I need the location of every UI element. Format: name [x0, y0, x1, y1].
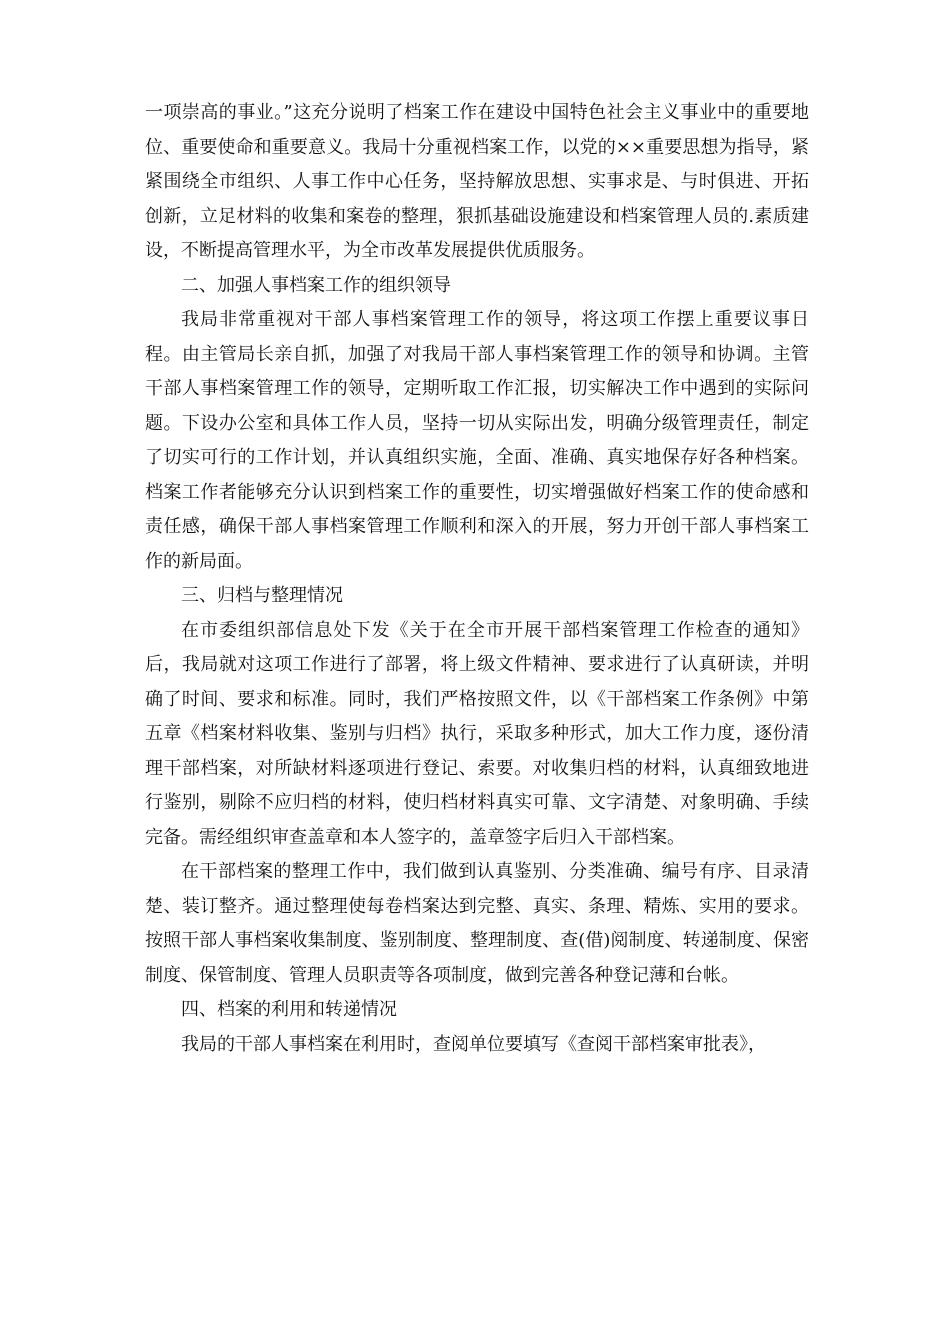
section-heading-4: 四、档案的利用和转递情况	[181, 999, 397, 1020]
section-heading-2: 二、加强人事档案工作的组织领导	[181, 274, 451, 296]
paragraph-continuation: 一项崇高的事业。”这充分说明了档案工作在建设中国特色社会主义事业中的重要地位、重要使命和重要意义。我局十分重视档案工作，以党的××重要思想为指导，紧紧围绕全市组织、人事工作中心任务，坚持解放思想、实事求是、与时俱进、开拓创新，立足材料的收集和案卷的整理，狠抓基础设施建设和档案管理人员的.素质建设，不断提高管理水平，为全市改革发展提供优质服务。	[145, 102, 809, 261]
paragraph-organizing: 在干部档案的整理工作中，我们做到认真鉴别、分类准确、编号有序、目录清楚、装订整齐。通过整理使每卷档案达到完整、真实、条理、精炼、实用的要求。按照干部人事档案收集制度、鉴别制度、整理制度、查(借)阅制度、转递制度、保密制度、保管制度、管理人员职责等各项制度，做到完善各种登记薄和台帐。	[145, 861, 809, 986]
paragraph-filing: 在市委组织部信息处下发《关于在全市开展干部档案管理工作检查的通知》后，我局就对这项工作进行了部署，将上级文件精神、要求进行了认真研读，并明确了时间、要求和标准。同时，我们严格按照文件，以《干部档案工作条例》中第五章《档案材料收集、鉴别与归档》执行，采取多种形式，加大工作力度，逐份清理干部档案，对所缺材料逐项进行登记、索要。对收集归档的材料，认真细致地进行鉴别，剔除不应归档的材料，使归档材料真实可靠、文字清楚、对象明确、手续完备。需经组织审查盖章和本人签字的，盖章签字后归入干部档案。	[145, 619, 809, 848]
document-body	[145, 96, 809, 1062]
paragraph-usage: 我局的干部人事档案在利用时，查阅单位要填写《查阅干部档案审批表》，	[181, 1033, 766, 1055]
paragraph-leadership: 我局非常重视对干部人事档案管理工作的领导，将这项工作摆上重要议事日程。由主管局长亲自抓，加强了对我局干部人事档案管理工作的领导和协调。主管干部人事档案管理工作的领导，定期听取工作汇报，切实解决工作中遇到的实际问题。下设办公室和具体工作人员，坚持一切从实际出发，明确分级管理责任，制定了切实可行的工作计划，并认真组织实施，全面、准确、真实地保存好各种档案。档案工作者能够充分认识到档案工作的重要性，切实增强做好档案工作的使命感和责任感，确保干部人事档案管理工作顺利和深入的开展，努力开创干部人事档案工作的新局面。	[145, 309, 809, 572]
section-heading-3: 三、归档与整理情况	[181, 585, 343, 606]
